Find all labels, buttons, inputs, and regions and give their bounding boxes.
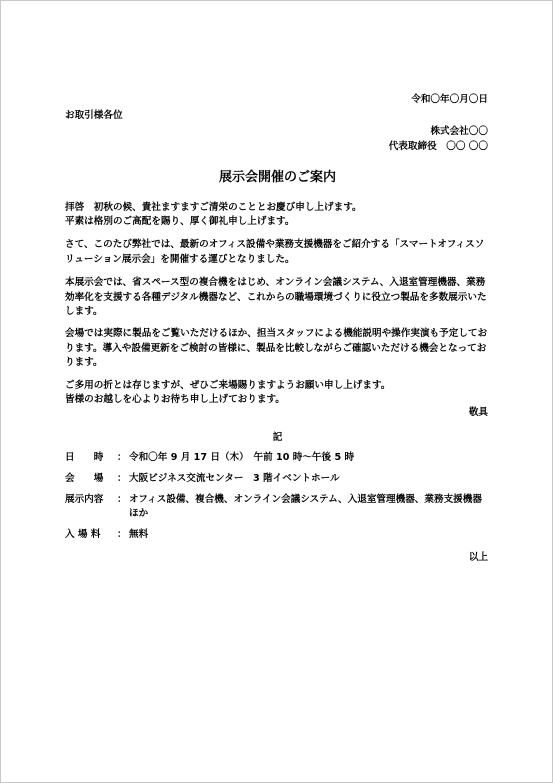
document-date: 令和〇年〇月〇日 <box>411 94 488 105</box>
detail-row-fee <box>65 528 489 542</box>
closing-line-1: ご多用の折とは存じますが、ぜひご来場賜りますようお願い申し上げます。 <box>65 380 391 391</box>
detail-separator: ： <box>117 529 127 540</box>
detail-value: 大阪ビジネス交流センター 3 階イベントホール <box>129 473 340 484</box>
sender-representative: 代表取締役 〇〇 〇〇 <box>388 141 488 152</box>
sender-company: 株式会社〇〇 <box>430 126 488 137</box>
paragraph-3: 会場では実際に製品をご覧いただけるほか、担当スタッフによる機能説明や操作実演も予定しております。導入や設備更新をご検討の皆様に、製品を比較しながらご確認いただける機会となっております。 <box>65 328 488 368</box>
detail-separator: ： <box>117 452 127 463</box>
detail-label: 会 場 <box>65 473 104 484</box>
recipient: お取引様各位 <box>65 110 123 121</box>
detail-row-contents <box>65 493 489 521</box>
detail-value: オフィス設備、複合機、オンライン会議システム、入退室管理機器、業務支援機器ほか <box>129 494 482 519</box>
keigu: 敬具 <box>468 407 488 418</box>
detail-row-venue <box>65 472 489 486</box>
detail-value: 無料 <box>129 529 149 540</box>
greeting-line-2: 平素は格別のご高配を賜り、厚く御礼申し上げます。 <box>65 216 295 227</box>
detail-label: 入 場 料 <box>65 529 101 540</box>
paragraph-1: さて、このたび弊社では、最新のオフィス設備や業務支援機器をご紹介する「スマートオフィスソリューション展示会」を開催する運びとなりました。 <box>65 239 485 265</box>
detail-label: 展示内容 <box>65 494 104 505</box>
document-title: 展示会開催のご案内 <box>218 170 336 185</box>
greeting-line-1: 拝啓 初秋の候、貴社ますますご清栄のこととお慶び申し上げます。 <box>65 202 362 213</box>
detail-value: 令和〇年 9 月 17 日（木） 午前 10 時～午後 5 時 <box>129 452 355 463</box>
ijou: 以上 <box>468 552 488 563</box>
detail-separator: ： <box>117 494 127 505</box>
closing-line-2: 皆様のお越しを心よりお待ち申し上げております。 <box>65 394 285 405</box>
paragraph-2: 本展示会では、省スペース型の複合機をはじめ、オンライン会議システム、入退室管理機器、業務効率化を支援する各種デジタル機器など、これからの職場環境づくりに役立つ製品を多数展示いたします。 <box>65 277 487 317</box>
detail-row-datetime <box>65 451 489 465</box>
ki-heading: 記 <box>272 432 283 443</box>
detail-label: 日 時 <box>65 452 104 463</box>
detail-separator: ： <box>117 473 127 484</box>
